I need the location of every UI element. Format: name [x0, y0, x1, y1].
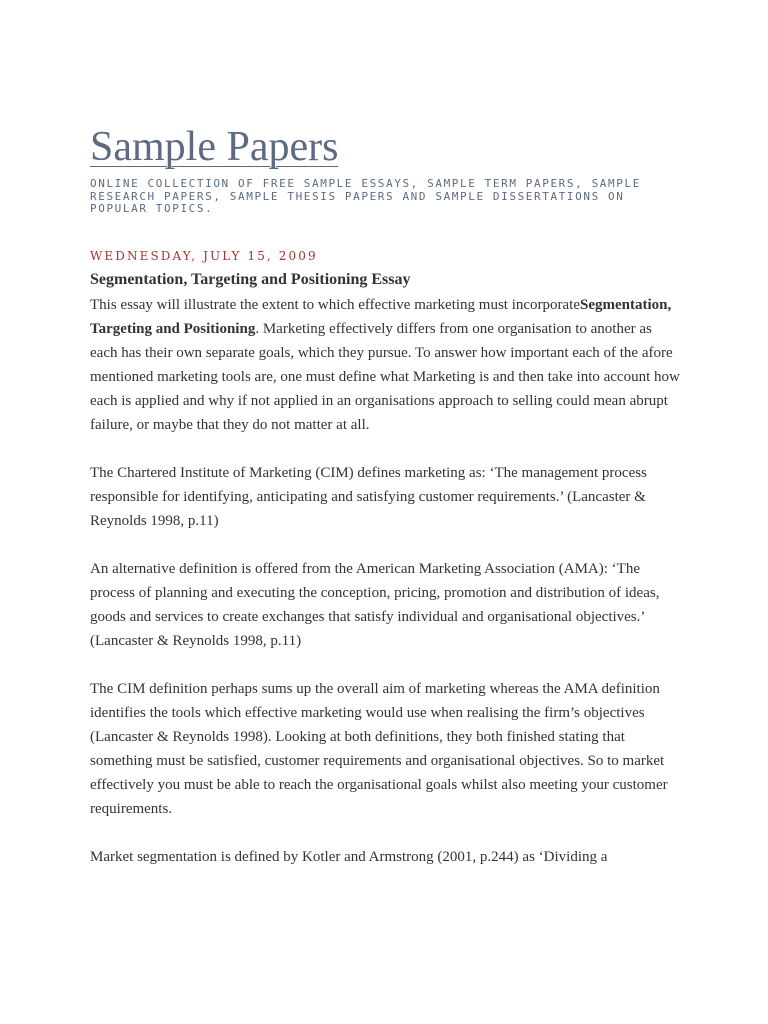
paragraph-3: An alternative definition is offered from the American Marketing Association (AMA): ‘The process of planning and executing the conception, pricing, promotion and distribution of ideas, goods and services to create exchanges that satisfy individual and organisational objectives.’ (Lancaster & Reynolds 1998, p.11): [90, 560, 660, 649]
post-body: [90, 293, 680, 869]
blog-title-link[interactable]: Sample Papers: [90, 124, 339, 170]
paragraph-1: [90, 293, 680, 437]
blog-page: [90, 118, 690, 893]
paragraph-2: The Chartered Institute of Marketing (CIM) defines marketing as: ‘The management process responsible for identifying, anticipating and satisfying customer requirements.’ (Lancaster & Reynolds 1998, p.11): [90, 464, 647, 529]
blog-description: ONLINE COLLECTION OF FREE SAMPLE ESSAYS, SAMPLE TERM PAPERS, SAMPLE RESEARCH PAPERS, SAMPLE THESIS PAPERS AND SAMPLE DISSERTATIONS ON POPULAR TOPICS.: [90, 177, 641, 215]
post-title: Segmentation, Targeting and Positioning Essay: [90, 270, 411, 288]
paragraph-5: Market segmentation is defined by Kotler and Armstrong (2001, p.244) as ‘Dividing a: [90, 848, 608, 865]
paragraph-1-after: . Marketing effectively differs from one organisation to another as each has their own separate goals, which they pursue. To answer how important each of the afore mentioned marketing tools are, one must define what Marketing is and then take into account how each is applied and why if not applied in an organisations approach to selling could mean abrupt failure, or maybe that they do not matter at all.: [90, 320, 680, 433]
paragraph-1-before: This essay will illustrate the extent to which effective marketing must incorporate: [90, 296, 580, 313]
post-date: WEDNESDAY, JULY 15, 2009: [90, 248, 318, 263]
paragraph-4: The CIM definition perhaps sums up the overall aim of marketing whereas the AMA definition identifies the tools which effective marketing would use when realising the firm’s objectives (Lancaster & Reynolds 1998). Looking at both definitions, they both finished stating that something must be satisfied, customer requirements and organisational objectives. So to market effectively you must be able to reach the organisational goals whilst also meeting your customer requirements.: [90, 680, 668, 817]
paragraph-1-bold: Segmentation, Targeting and Positioning: [90, 296, 672, 337]
